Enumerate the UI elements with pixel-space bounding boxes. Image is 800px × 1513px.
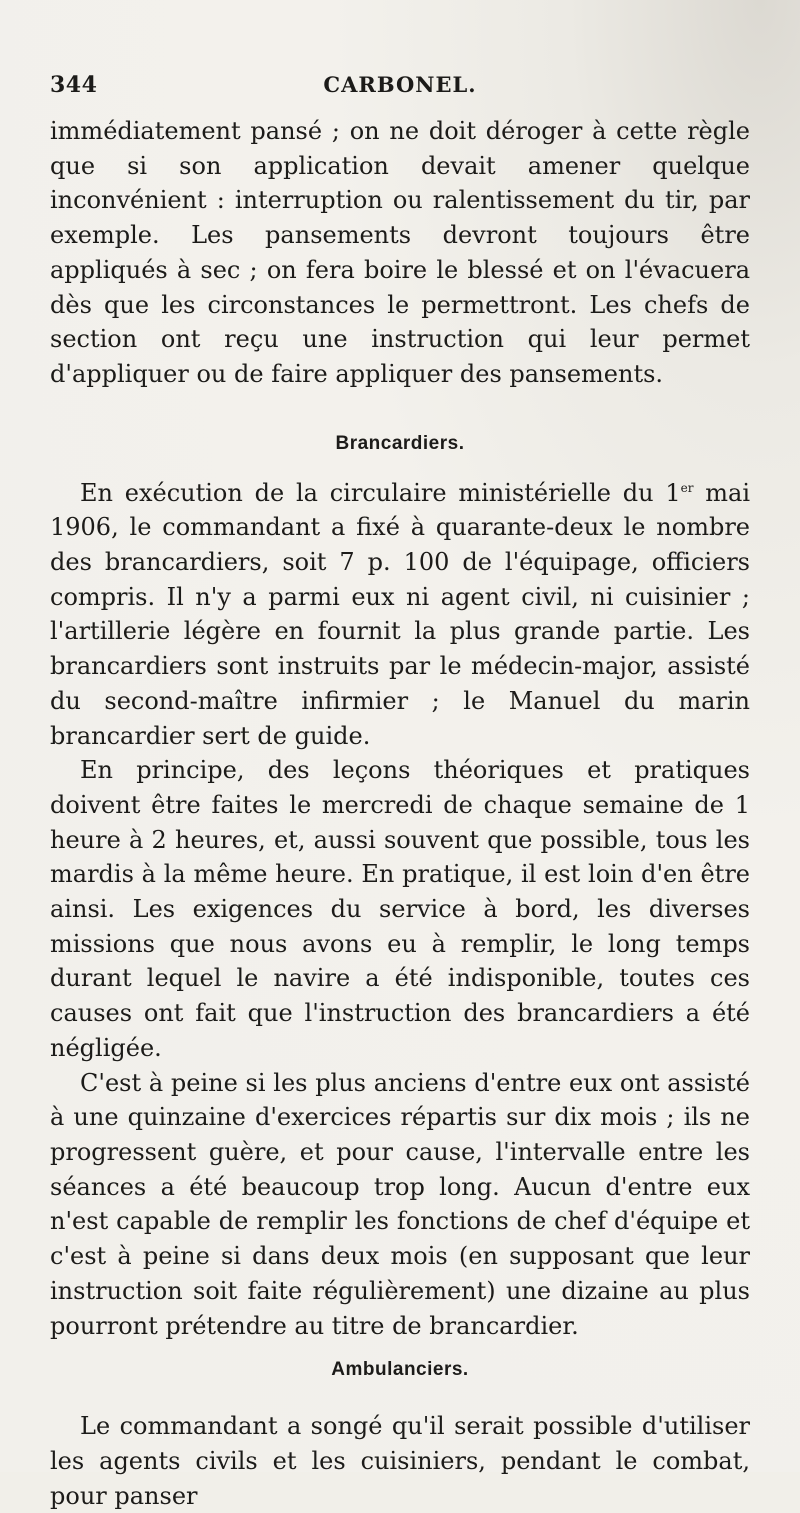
page-number: 344 (50, 72, 98, 98)
section-heading-brancardiers: Brancardiers. (335, 432, 465, 454)
body-text (50, 114, 750, 1513)
section-heading-ambulanciers: Ambulanciers. (331, 1359, 469, 1381)
paragraph-circulaire (50, 476, 750, 754)
paragraph-circulaire-rest: mai 1906, le commandant a fixé à quarante-deux le nombre des brancardiers, soit 7 p. 100 de l'équipage, officiers compris. Il n'y a parmi eux ni agent civil, ni cuisinier ; l'artillerie légère en fournit la plus grande partie. Les brancardiers sont instruits par le médecin-major, assisté du second-maître infirmier ; le Manuel du marin brancardier sert de guide. (50, 478, 751, 750)
page-header (50, 72, 750, 108)
paragraph-anciens: C'est à peine si les plus anciens d'entre eux ont assisté à une quinzaine d'exercices répartis sur dix mois ; ils ne progressent guère, et pour cause, l'intervalle entre les séances a été beaucoup trop long. Aucun d'entre eux n'est capable de remplir les fonctions de chef d'équipe et c'est à peine si dans deux mois (en supposant que leur instruction soit faite régulièrement) une dizaine au plus pourront prétendre au titre de brancardier. (50, 1068, 750, 1340)
paragraph-circulaire-start: En exécution de la circulaire ministérielle du 1 (80, 478, 681, 507)
paragraph-continued: immédiatement pansé ; on ne doit déroger à cette règle que si son application devait amener quelque inconvénient : interruption ou ralentissement du tir, par exemple. Les pansements devront toujours être appliqués à sec ; on fera boire le blessé et on l'évacuera dès que les circonstances le permettront. Les chefs de section ont reçu une instruction qui leur permet d'appliquer ou de faire appliquer des pansements. (50, 117, 750, 388)
ordinal-superscript: er (680, 480, 694, 495)
paragraph-ambulanciers: Le commandant a songé qu'il serait possible d'utiliser les agents civils et les cuisiniers, pendant le combat, pour panser (50, 1412, 750, 1510)
running-head: CARBONEL. (323, 72, 477, 97)
paragraph-principe: En principe, des leçons théoriques et pratiques doivent être faites le mercredi de chaque semaine de 1 heure à 2 heures, et, aussi souvent que possible, tous les mardis à la même heure. En pratique, il est loin d'en être ainsi. Les exigences du service à bord, les diverses missions que nous avons eu à remplir, le long temps durant lequel le navire a été indisponible, toutes ces causes ont fait que l'instruction des brancardiers a été négligée. (50, 756, 750, 1062)
